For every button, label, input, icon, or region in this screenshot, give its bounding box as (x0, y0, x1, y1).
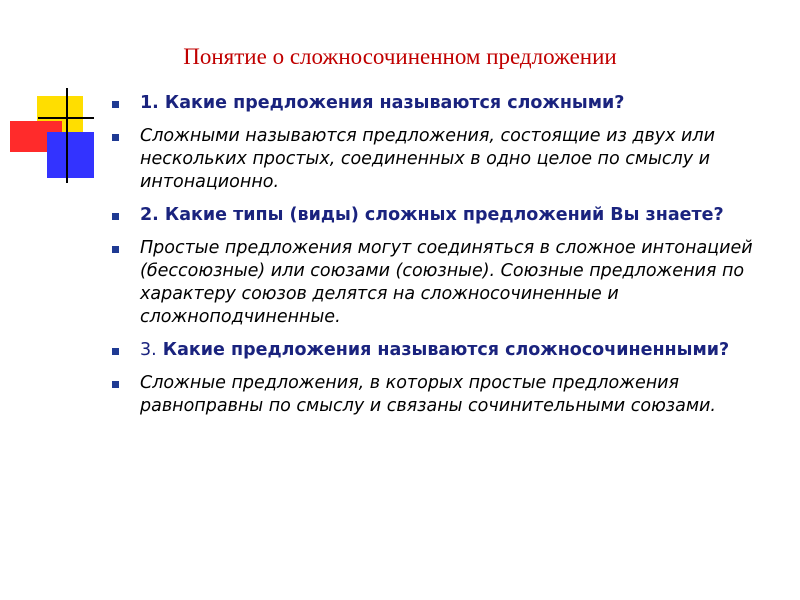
list-item-answer-3 (110, 372, 775, 418)
bullet-square-icon (112, 134, 119, 141)
bullet-square-icon (112, 348, 119, 355)
answer-text: Простые предложения могут соединяться в сложное интонацией (бессоюзные) или союзами (союзные). Союзные предложения по характеру союзов делятся на сложносочиненные и сложноподчиненные. (140, 238, 753, 327)
question-text: Какие предложения называются сложносочиненными? (156, 340, 730, 360)
bullet-square-icon (112, 381, 119, 388)
question-text: 2. Какие типы (виды) сложных предложений Вы знаете? (140, 205, 724, 225)
list-item-question-3 (110, 339, 775, 362)
question-text: 1. Какие предложения называются сложными? (140, 93, 625, 113)
bullet-square-icon (112, 246, 119, 253)
decorative-blue-square (47, 132, 94, 178)
list-item-question-2 (110, 204, 775, 227)
list-item-answer-1 (110, 125, 775, 194)
list-item-answer-2 (110, 237, 775, 329)
answer-text: Сложными называются предложения, состоящие из двух или нескольких простых, соединенных в одно целое по смыслу и интонационно. (140, 126, 715, 192)
decorative-vertical-line (66, 88, 68, 183)
decorative-horizontal-line (38, 117, 94, 119)
bullet-list (110, 92, 775, 428)
question-number: 3. (140, 340, 157, 360)
list-item-question-1 (110, 92, 775, 115)
slide-title: Понятие о сложносочиненном предложении (183, 44, 617, 69)
bullet-square-icon (112, 213, 119, 220)
answer-text: Сложные предложения, в которых простые предложения равноправны по смыслу и связаны сочинительными союзами. (140, 373, 716, 416)
bullet-square-icon (112, 101, 119, 108)
